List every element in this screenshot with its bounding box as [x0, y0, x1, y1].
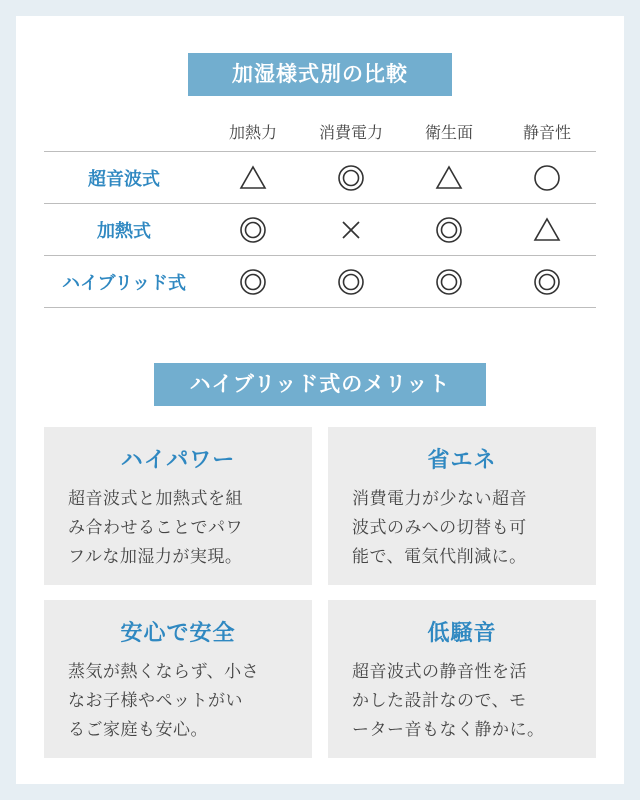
double-circle-icon [337, 268, 365, 296]
merit-line: かした設計なので、モ [352, 691, 527, 711]
cross-icon [337, 216, 365, 244]
double-circle-icon [337, 164, 365, 192]
triangle-icon [239, 164, 267, 192]
rating-cell [302, 256, 400, 308]
column-header-heating-power: 加熱力 [228, 123, 277, 142]
merit-line: ーター音もなく静かに。 [352, 720, 545, 740]
merit-line: 消費電力が少ない超音 [352, 489, 527, 509]
merit-line: 蒸気が熱くならず、小さ [68, 662, 260, 682]
row-header-heating: 加熱式 [97, 220, 151, 242]
merit-body [68, 485, 292, 572]
table-header [44, 116, 596, 152]
rating-cell [302, 152, 400, 204]
merit-title: 安心で安全 [120, 621, 236, 646]
double-circle-icon [239, 268, 267, 296]
merit-line: フルな加湿力が実現。 [68, 547, 243, 567]
table-row-ultrasonic [44, 152, 596, 204]
merit-box-high-power [44, 427, 312, 585]
merit-box-low-noise [328, 600, 596, 758]
rating-cell [204, 256, 302, 308]
double-circle-icon [239, 216, 267, 244]
merit-body [68, 658, 292, 745]
merit-line: るご家庭も安心。 [68, 720, 208, 740]
column-header-hygiene: 衛生面 [424, 123, 473, 142]
circle-icon [533, 164, 561, 192]
rating-cell [400, 204, 498, 256]
merit-line: み合わせることでパワ [68, 518, 243, 538]
merit-title: ハイパワー [120, 448, 236, 473]
table-corner [44, 116, 204, 151]
merit-box-safety [44, 600, 312, 758]
double-circle-icon [435, 216, 463, 244]
comparison-title: 加湿様式別の比較 [188, 53, 452, 96]
triangle-icon [435, 164, 463, 192]
triangle-icon [533, 216, 561, 244]
rating-cell [302, 204, 400, 256]
double-circle-icon [533, 268, 561, 296]
row-header-ultrasonic: 超音波式 [88, 168, 160, 190]
merit-line: なお子様やペットがい [68, 691, 243, 711]
content-card [16, 16, 624, 784]
merit-body [352, 658, 576, 745]
merits-title: ハイブリッド式のメリット [154, 363, 486, 406]
merit-line: 能で、電気代削減に。 [352, 547, 527, 567]
merit-line: 超音波式の静音性を活 [352, 662, 527, 682]
rating-cell [498, 204, 596, 256]
rating-cell [400, 256, 498, 308]
rating-cell [204, 152, 302, 204]
merit-box-energy-saving [328, 427, 596, 585]
table-row-hybrid [44, 256, 596, 308]
column-header-power-consumption: 消費電力 [318, 123, 383, 142]
rating-cell [400, 152, 498, 204]
rating-cell [498, 152, 596, 204]
merit-title: 低騒音 [427, 621, 497, 646]
merit-line: 波式のみへの切替も可 [352, 518, 527, 538]
rating-cell [204, 204, 302, 256]
row-header-hybrid: ハイブリッド式 [61, 272, 187, 294]
double-circle-icon [435, 268, 463, 296]
comparison-table [44, 116, 596, 308]
rating-cell [498, 256, 596, 308]
merit-title: 省エネ [427, 448, 497, 473]
merit-body [352, 485, 576, 572]
column-header-quietness: 静音性 [522, 123, 571, 142]
merit-line: 超音波式と加熱式を組 [68, 489, 243, 509]
table-row-heating [44, 204, 596, 256]
